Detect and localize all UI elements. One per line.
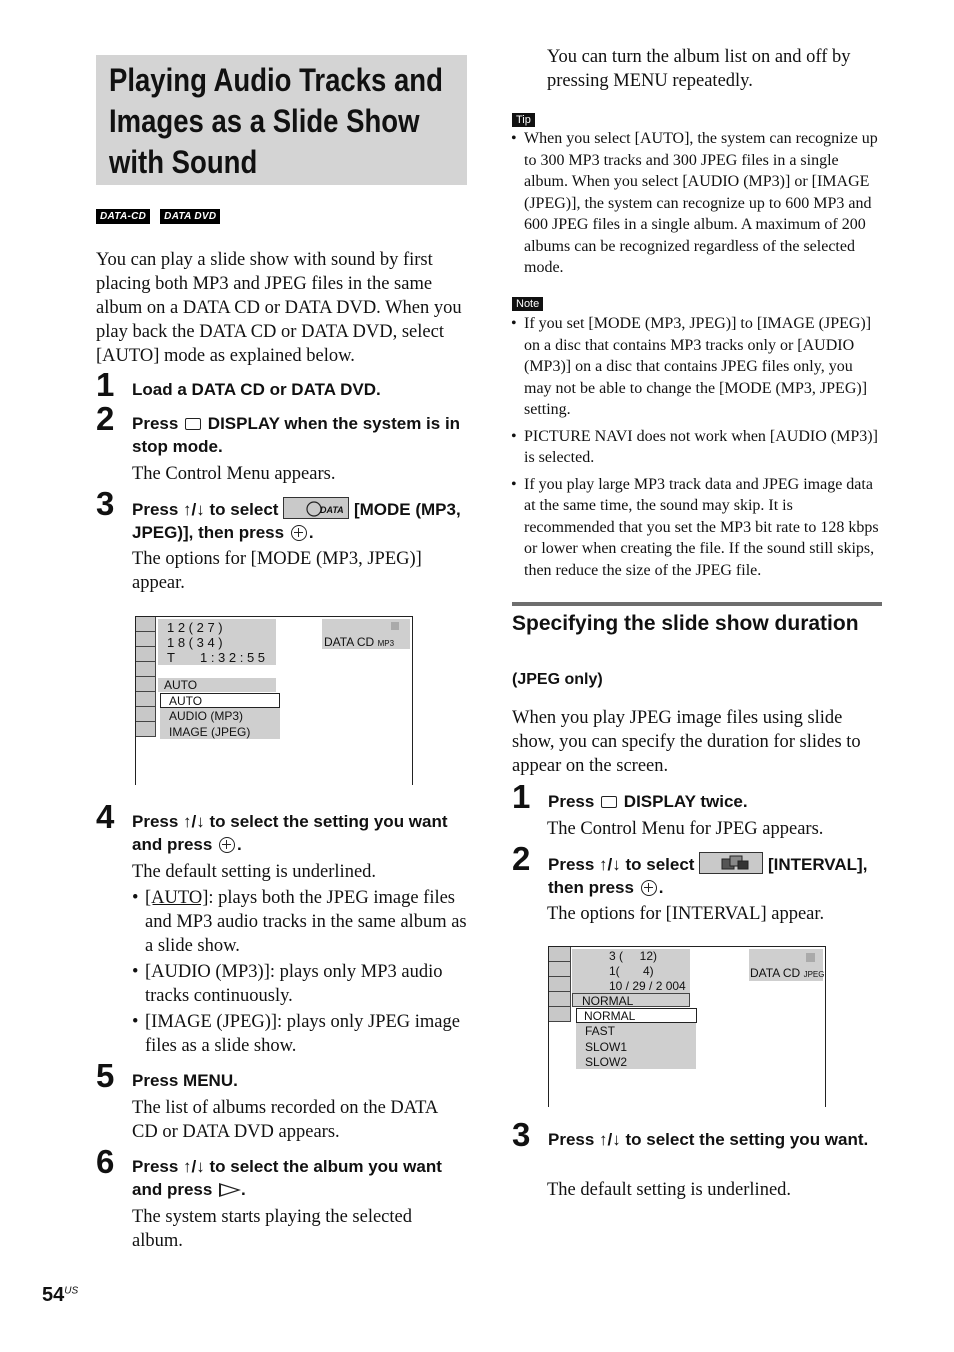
step-5-number: 5	[96, 1057, 115, 1094]
format-badges	[96, 206, 220, 224]
title-box	[96, 55, 467, 185]
step-2-heading	[132, 412, 472, 458]
step-4-heading	[132, 810, 462, 856]
interval-step-2-body: The options for [INTERVAL] appear.	[547, 904, 825, 924]
step-3-head-b: [MODE (MP3, JPEG)], then press	[132, 500, 461, 542]
display-button-icon	[185, 418, 201, 430]
step-2-head-a: Press	[132, 414, 179, 433]
option-auto-label: [AUTO]	[145, 888, 209, 908]
osd1-line1: 1 2 ( 2 7 )	[167, 620, 223, 635]
osd1-line2: 1 8 ( 3 4 )	[167, 635, 223, 650]
option-audio-desc: [AUDIO (MP3)]: plays only MP3 audio tracks continuously.	[145, 962, 443, 1006]
osd1-option-audio[interactable]: AUDIO (MP3)	[169, 709, 244, 723]
osd2-option-normal[interactable]: NORMAL	[576, 1008, 697, 1023]
step-6-number: 6	[96, 1143, 115, 1180]
osd2-line1: 3 ( 12)	[609, 949, 658, 963]
option-image-item	[132, 1010, 467, 1058]
step-2-body: The Control Menu appears.	[132, 464, 336, 484]
play-button-icon	[219, 1183, 241, 1197]
interval-step-1-number: 1	[512, 778, 531, 815]
osd1-option-auto[interactable]: AUTO	[160, 693, 280, 708]
section-heading: Specifying the slide show duration	[512, 612, 859, 635]
enter-button-icon	[641, 880, 657, 896]
menu-icon-column	[136, 617, 156, 737]
data-dvd-badge: DATA DVD	[160, 209, 220, 224]
osd1-option-image[interactable]: IMAGE (JPEG)	[169, 725, 251, 739]
osd2-disc: DATA CD	[750, 966, 801, 980]
step-4-number: 4	[96, 798, 115, 835]
step-3-heading	[132, 497, 472, 544]
option-image-desc: [IMAGE (JPEG)]: plays only JPEG image files as a slide show.	[145, 1012, 460, 1056]
tip-list	[511, 128, 883, 279]
step-4-options-list	[132, 886, 467, 1058]
menu-icon-column	[549, 947, 571, 1022]
interval-step-1-head-a: Press	[548, 792, 595, 811]
step-1-number: 1	[96, 366, 115, 403]
option-auto-item	[132, 886, 467, 958]
enter-button-icon	[219, 837, 235, 853]
step-6-heading	[132, 1155, 467, 1201]
interval-step-3-heading: Press ↑/↓ to select the setting you want.	[548, 1130, 869, 1149]
osd2-current-setting: NORMAL	[572, 993, 690, 1007]
page-title: Playing Audio Tracks and Images as a Slide Show with Sound	[109, 62, 443, 180]
step-4-head-a: Press ↑/↓ to select the setting you want and press	[132, 812, 448, 854]
interval-step-2-head-a: Press ↑/↓ to select	[548, 855, 695, 874]
osd1-disc: DATA CD	[324, 635, 375, 649]
step-3-head-a: Press ↑/↓ to select	[132, 500, 279, 519]
interval-step-2-heading	[548, 852, 883, 899]
notes-list	[511, 313, 883, 581]
control-menu-interval-screen	[548, 946, 826, 1107]
data-icon-text: DATA	[320, 505, 344, 515]
interval-step-3-number: 3	[512, 1116, 531, 1153]
osd1-line3: T 1 : 3 2 : 5 5	[167, 650, 266, 665]
step-5-body: The list of albums recorded on the DATA CD or DATA DVD appears.	[132, 1098, 438, 1142]
note-label: Note	[512, 297, 543, 311]
step-5-heading: Press MENU.	[132, 1071, 238, 1090]
osd2-disc-sub: JPEG	[803, 970, 825, 979]
osd2-line2: 1( 4)	[609, 964, 654, 978]
step-6-head-b: .	[241, 1180, 246, 1199]
intro-paragraph: You can play a slide show with sound by first placing both MP3 and JPEG files in the same album on a DATA CD or DATA DVD. When you play back the DATA CD or DATA DVD, select [AUTO] mode as explained below.	[96, 250, 462, 366]
section-divider	[512, 602, 882, 606]
step-3-body: The options for [MODE (MP3, JPEG)] appear.	[132, 549, 422, 593]
step-2-number: 2	[96, 400, 115, 437]
step-4-head-b: .	[237, 835, 242, 854]
note-item: • If you set [MODE (MP3, JPEG)] to [IMAGE (JPEG)] on a disc that contains MP3 tracks only or [AUDIO (MP3)] on a disc that contains JPEG files only, you may not be able to change the [MODE (MP3, JPEG)] setting.	[511, 313, 883, 421]
data-cd-badge: DATA-CD	[96, 209, 150, 224]
section-subheading: (JPEG only)	[512, 671, 603, 688]
option-auto-desc: : plays both the JPEG image files and MP3 audio tracks in the same album as a slide show.	[145, 888, 467, 956]
interval-step-3-body: The default setting is underlined.	[547, 1180, 792, 1200]
tip-item: • When you select [AUTO], the system can recognize up to 300 MP3 tracks and 300 JPEG files in a single album. When you select [AUDIO (MP3)] or [IMAGE (JPEG)], the system can recognize up to 600 MP3 and 600 JPEG files in a single album. A maximum of 200 albums can be recognized regardless of the selected mode.	[511, 128, 883, 279]
data-mode-menu-icon	[283, 497, 349, 519]
section-intro: When you play JPEG image files using slide show, you can specify the duration for slides to appear on the screen.	[512, 708, 861, 776]
interval-step-1-heading	[548, 790, 883, 813]
step-3-number: 3	[96, 485, 115, 522]
page-number-suffix: US	[64, 1285, 79, 1297]
osd2-disc-type	[750, 966, 824, 980]
osd1-current-setting: AUTO	[158, 678, 276, 692]
menu-toggle-text: You can turn the album list on and off by pressing MENU repeatedly.	[547, 47, 851, 91]
osd1-disc-type	[324, 635, 394, 649]
interval-step-2-number: 2	[512, 840, 531, 877]
interval-menu-icon	[699, 852, 763, 874]
osd2-option-slow2[interactable]: SLOW2	[585, 1055, 628, 1069]
note-item: • PICTURE NAVI does not work when [AUDIO (MP3)] is selected.	[511, 426, 883, 469]
control-menu-mode-screen	[135, 616, 413, 785]
option-audio-item	[132, 960, 467, 1008]
osd2-option-slow1[interactable]: SLOW1	[585, 1040, 628, 1054]
osd2-option-fast[interactable]: FAST	[585, 1024, 616, 1038]
page-number	[42, 1284, 78, 1307]
osd2-line3: 10 / 29 / 2 004	[609, 979, 686, 993]
display-button-icon	[601, 796, 617, 808]
step-1-heading: Load a DATA CD or DATA DVD.	[132, 380, 381, 399]
step-4-body: The default setting is underlined.	[132, 862, 377, 882]
interval-step-1-head-b: DISPLAY twice.	[623, 792, 748, 811]
page-number-value: 54	[42, 1284, 65, 1306]
disc-indicator	[806, 953, 815, 962]
step-2-head-b: DISPLAY when the system is in stop mode.	[132, 414, 461, 456]
step-6-head-a: Press ↑/↓ to select the album you want and press	[132, 1157, 442, 1199]
interval-step-2-head-c: .	[658, 878, 664, 897]
step-3-head-c: .	[308, 523, 314, 542]
tip-label: Tip	[512, 113, 535, 127]
interval-step-2-head-b: [INTERVAL], then press	[548, 855, 868, 897]
interval-step-1-body: The Control Menu for JPEG appears.	[547, 819, 824, 839]
disc-indicator	[391, 622, 399, 630]
osd1-disc-sub: MP3	[377, 639, 395, 648]
step-6-body: The system starts playing the selected album.	[132, 1207, 412, 1251]
enter-button-icon	[291, 525, 307, 541]
note-item: • If you play large MP3 track data and JPEG image data at the same time, the sound may skip. It is recommended that you set the MP3 bit rate to 128 kbps or lower when creating the file. If the sound still skips, then reduce the size of the JPEG file.	[511, 474, 883, 582]
